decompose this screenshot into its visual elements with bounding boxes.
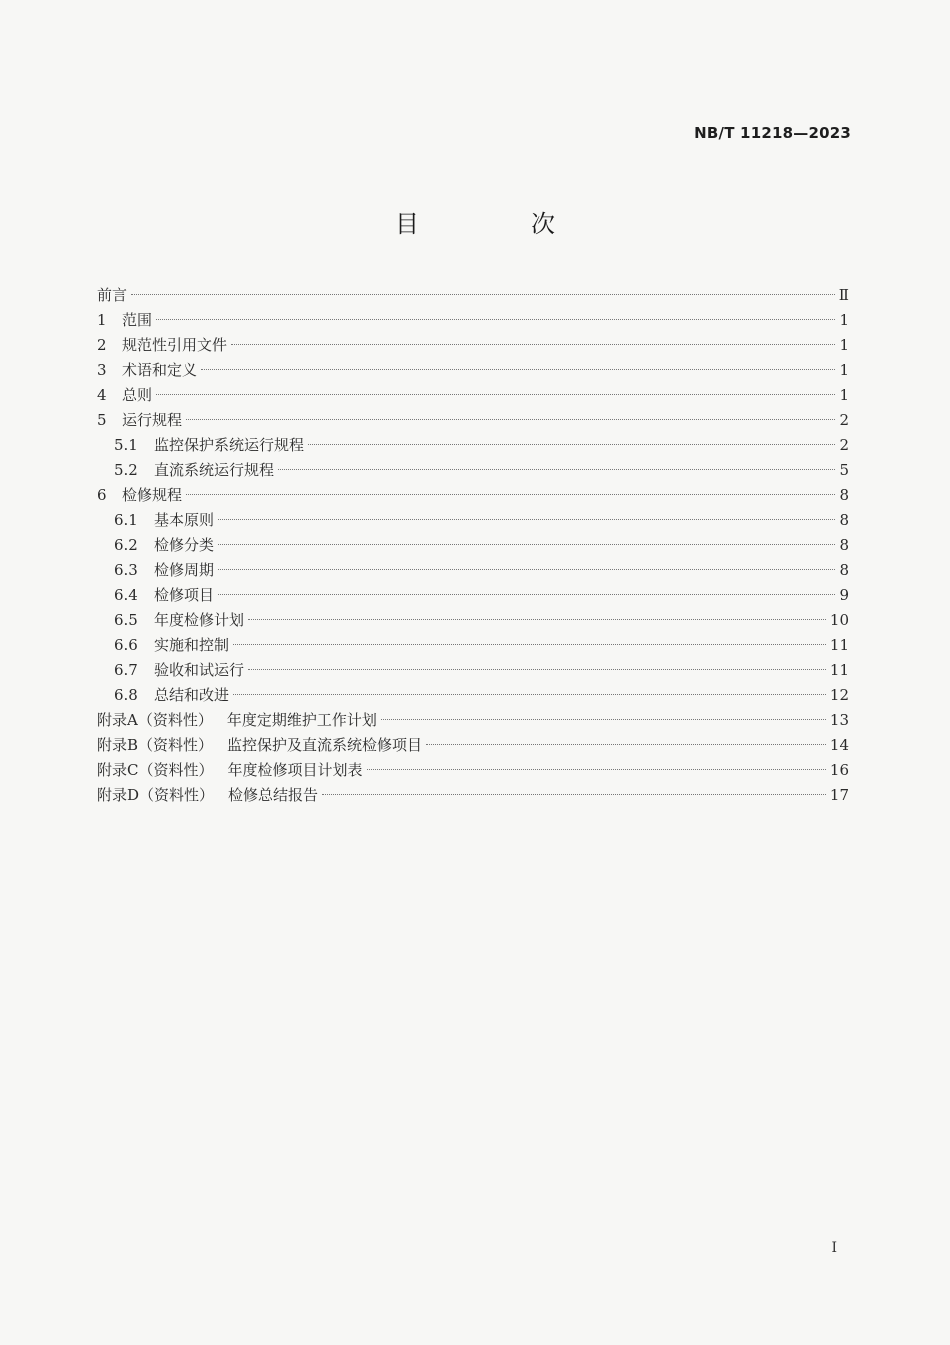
- toc-entry-label: 验收和试运行: [154, 661, 245, 679]
- toc-entry-page: 9: [839, 586, 849, 604]
- toc-entry-appendix-id: 附录A（资料性）: [97, 711, 213, 729]
- toc-entry-label: 规范性引用文件: [122, 336, 228, 354]
- toc-entry-page: 1: [839, 361, 849, 379]
- toc-entry-number: 6.5: [114, 611, 138, 629]
- toc-entry-label: 监控保护及直流系统检修项目: [227, 736, 423, 754]
- toc-entry[interactable]: [97, 458, 849, 483]
- toc-entry[interactable]: [97, 608, 849, 633]
- toc-entry-number: 6.7: [114, 661, 138, 679]
- toc-entry-page: 8: [839, 486, 849, 504]
- toc-entry-number: 6.6: [114, 636, 138, 654]
- toc-entry-label: 实施和控制: [154, 636, 230, 654]
- toc-entry-number: 3: [97, 361, 107, 379]
- toc-entry-page: 10: [829, 611, 849, 629]
- toc-dot-leader: [218, 519, 835, 520]
- toc-entry[interactable]: [97, 333, 849, 358]
- toc-dot-leader: [248, 669, 826, 670]
- toc-entry-page: 11: [829, 661, 849, 679]
- toc-entry[interactable]: [97, 758, 849, 783]
- toc-entry-label: 总结和改进: [154, 686, 230, 704]
- toc-entry-number: 6.8: [114, 686, 138, 704]
- toc-entry[interactable]: [97, 583, 849, 608]
- toc-entry[interactable]: [97, 733, 849, 758]
- toc-entry[interactable]: [97, 358, 849, 383]
- toc-entry-number: 1: [97, 311, 107, 329]
- toc-entry-label: 范围: [122, 311, 153, 329]
- toc-dot-leader: [218, 544, 835, 545]
- toc-entry[interactable]: [97, 658, 849, 683]
- toc-entry-appendix-id: 附录D（资料性）: [97, 786, 215, 804]
- toc-entry-label: 年度检修计划: [154, 611, 245, 629]
- table-of-contents: [97, 283, 849, 808]
- toc-entry-page: 1: [839, 311, 849, 329]
- toc-entry-number: 5.1: [114, 436, 138, 454]
- toc-dot-leader: [367, 769, 826, 770]
- toc-entry-label: 年度检修项目计划表: [227, 761, 363, 779]
- toc-entry-page: 17: [829, 786, 849, 804]
- toc-entry-label: 检修分类: [154, 536, 215, 554]
- toc-entry-number: 6.4: [114, 586, 138, 604]
- toc-entry[interactable]: [97, 308, 849, 333]
- toc-entry-label: 年度定期维护工作计划: [226, 711, 377, 729]
- toc-entry-label: 运行规程: [122, 411, 183, 429]
- toc-entry-number: 6.2: [114, 536, 138, 554]
- toc-entry[interactable]: [97, 508, 849, 533]
- toc-dot-leader: [156, 319, 835, 320]
- toc-entry-number: 6.3: [114, 561, 138, 579]
- toc-entry-number: 5.2: [114, 461, 138, 479]
- toc-entry-number: 6.1: [114, 511, 138, 529]
- toc-entry-label: 监控保护系统运行规程: [154, 436, 305, 454]
- toc-entry-page: 5: [839, 461, 849, 479]
- toc-dot-leader: [186, 419, 835, 420]
- toc-dot-leader: [381, 719, 826, 720]
- toc-entry[interactable]: [97, 283, 849, 308]
- page-number: I: [831, 1240, 837, 1256]
- toc-dot-leader: [278, 469, 835, 470]
- toc-entry-page: 11: [829, 636, 849, 654]
- toc-entry-number: 4: [97, 386, 107, 404]
- toc-entry-appendix-id: 附录C（资料性）: [97, 761, 214, 779]
- toc-dot-leader: [308, 444, 835, 445]
- toc-entry-page: 13: [829, 711, 849, 729]
- toc-dot-leader: [231, 344, 835, 345]
- toc-entry-label: 基本原则: [154, 511, 215, 529]
- toc-entry-page: 8: [839, 536, 849, 554]
- toc-entry[interactable]: [97, 558, 849, 583]
- toc-entry-number: 6: [97, 486, 107, 504]
- toc-entry[interactable]: [97, 533, 849, 558]
- toc-entry-label: 检修规程: [122, 486, 183, 504]
- toc-dot-leader: [233, 644, 826, 645]
- toc-entry[interactable]: [97, 783, 849, 808]
- toc-entry[interactable]: [97, 683, 849, 708]
- toc-entry-page: 14: [829, 736, 849, 754]
- toc-entry[interactable]: [97, 633, 849, 658]
- toc-entry-page: 1: [839, 386, 849, 404]
- toc-dot-leader: [201, 369, 835, 370]
- toc-entry-number: 5: [97, 411, 107, 429]
- toc-dot-leader: [156, 394, 835, 395]
- toc-entry-page: Ⅱ: [838, 286, 849, 304]
- toc-entry-page: 8: [839, 511, 849, 529]
- toc-entry[interactable]: [97, 483, 849, 508]
- toc-entry-appendix-id: 附录B（资料性）: [97, 736, 214, 754]
- toc-entry-page: 2: [839, 436, 849, 454]
- toc-entry[interactable]: [97, 408, 849, 433]
- toc-entry-label: 总则: [122, 386, 153, 404]
- toc-entry-label: 术语和定义: [122, 361, 198, 379]
- toc-dot-leader: [131, 294, 835, 295]
- toc-entry-page: 16: [829, 761, 849, 779]
- toc-entry-label: 前言: [97, 286, 128, 304]
- toc-entry-page: 1: [839, 336, 849, 354]
- toc-entry-label: 检修项目: [154, 586, 215, 604]
- toc-dot-leader: [218, 569, 835, 570]
- toc-entry-label: 检修周期: [154, 561, 215, 579]
- toc-title: 目 次: [395, 210, 599, 238]
- toc-dot-leader: [218, 594, 835, 595]
- toc-dot-leader: [426, 744, 826, 745]
- toc-entry[interactable]: [97, 708, 849, 733]
- toc-entry-label: 直流系统运行规程: [154, 461, 275, 479]
- toc-entry-number: 2: [97, 336, 107, 354]
- toc-entry-page: 12: [829, 686, 849, 704]
- toc-dot-leader: [248, 619, 826, 620]
- toc-entry-page: 2: [839, 411, 849, 429]
- toc-entry[interactable]: [97, 433, 849, 458]
- toc-entry-label: 检修总结报告: [228, 786, 319, 804]
- toc-dot-leader: [233, 694, 826, 695]
- toc-entry-page: 8: [839, 561, 849, 579]
- toc-entry[interactable]: [97, 383, 849, 408]
- toc-dot-leader: [322, 794, 826, 795]
- toc-dot-leader: [186, 494, 835, 495]
- standard-number: NB/T 11218—2023: [694, 124, 851, 142]
